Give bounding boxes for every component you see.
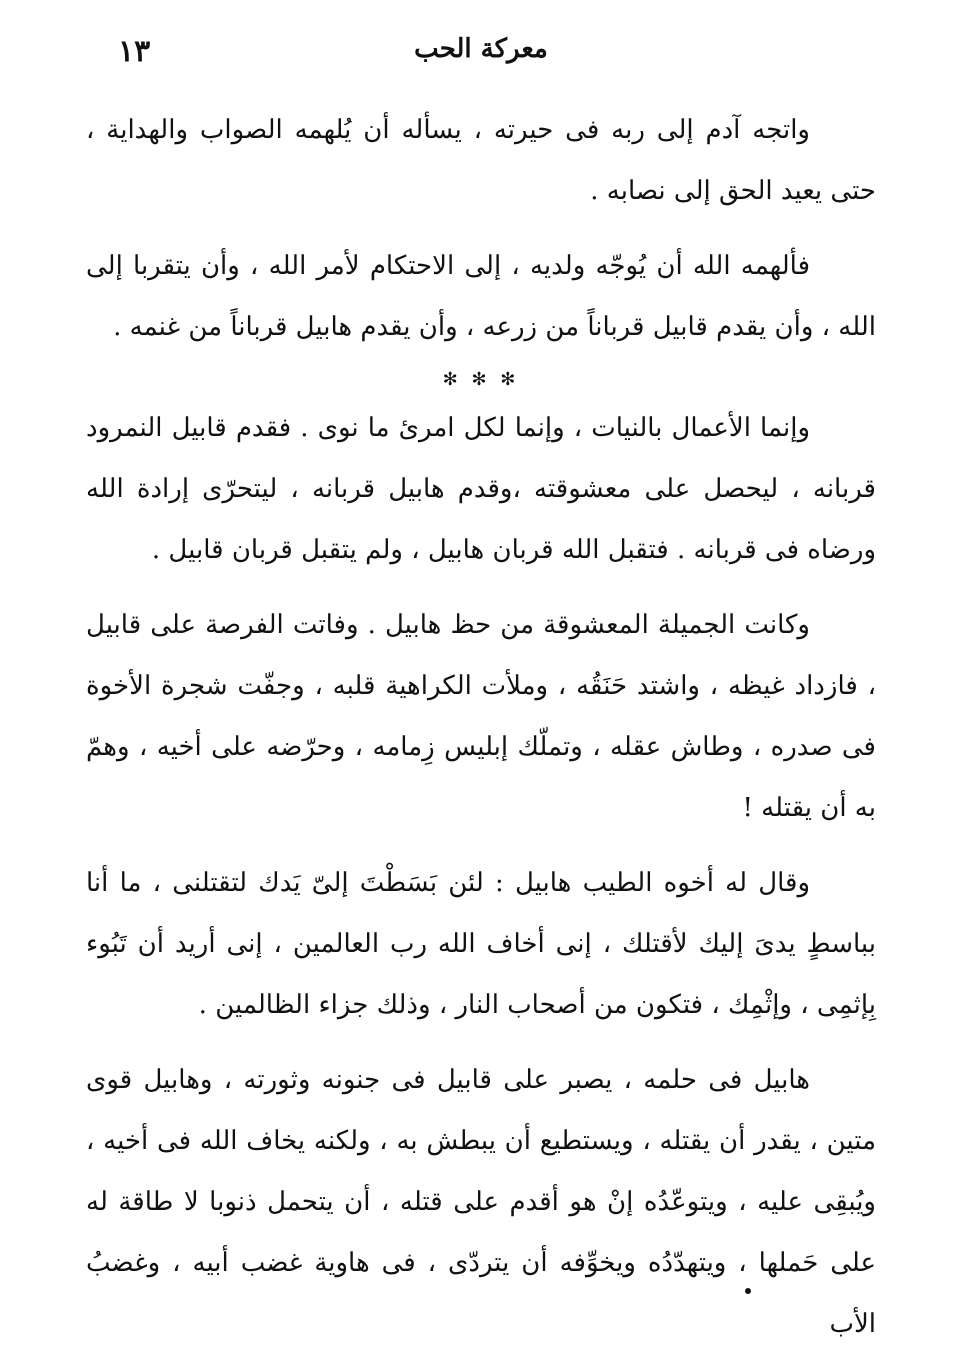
paragraph-habil-reply: وقال له أخوه الطيب هابيل : لئن بَسَطْتَ إلىّ يَدك لتقتلنى ، ما أنا بباسطٍ يدىَ إليك لأقتلك ، إنى أخاف الله رب العالمين ، إنى أريد أن تَبُوء بِإثمِى ، وإثْمِك ، فتكون من أصحاب النار ، وذلك جزاء الظالمين . — [86, 868, 876, 1020]
paragraph-offerings-made: وإنما الأعمال بالنيات ، وإنما لكل امرئ ما نوى . فقدم قابيل النمرود قربانه ، ليحصل على معشوقته ،وقدم هابيل قربانه ، ليتحرّى إرادة الله ورضاه فى قربانه . فتقبل الله قربان هابيل ، ولم يتقبل قربان قابيل . — [86, 413, 876, 565]
paragraph-adam-prayer: واتجه آدم إلى ربه فى حيرته ، يسأله أن يُلهمه الصواب والهداية ، حتى يعيد الحق إلى نصابه . — [86, 115, 876, 206]
running-header — [90, 26, 872, 76]
paragraph-offerings-command: فألهمه الله أن يُوجّه ولديه ، إلى الاحتكام لأمر الله ، وأن يتقربا إلى الله ، وأن يقدم قابيل قرباناً من زرعه ، وأن يقدم هابيل قرباناً من غنمه . — [86, 251, 876, 342]
body-text — [86, 100, 876, 1369]
footer-dot-mark — [745, 1288, 751, 1294]
paragraph-habil-patience: هابيل فى حلمه ، يصبر على قابيل فى جنونه وثورته ، وهابيل قوى متين ، يقدر أن يقتله ، ويستطيع أن يبطش به ، ولكنه يخاف الله فى أخيه ، ويُبقِى عليه ، ويتوعّدُه إنْ هو أقدم على قتله ، أن يتحمل ذنوبا لا طاقة له على حَملها ، ويتهدّدُه ويخوِّفه أن يتردّى ، فى هاوية غضب أبيه ، وغضبُ الأب — [86, 1065, 876, 1339]
paragraph-qabil-anger: وكانت الجميلة المعشوقة من حظ هابيل . وفاتت الفرصة على قابيل ، فازداد غيظه ، واشتد حَنَقُه ، وملأت الكراهية قلبه ، وجفّت شجرة الأخوة فى صدره ، وطاش عقله ، وتملّك إبليس زِمامه ، وحرّضه على أخيه ، وهمّ به أن يقتله ! — [86, 610, 876, 823]
page-number: ١٣ — [118, 34, 151, 69]
section-separator-asterisks: ✻ ✻ ✻ — [442, 369, 520, 390]
running-title: معركة الحب — [414, 34, 548, 64]
